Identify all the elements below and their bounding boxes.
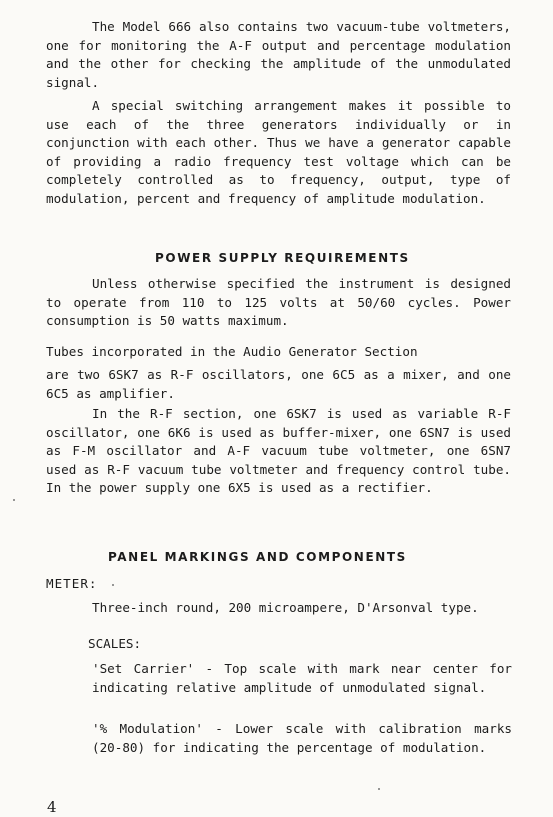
paragraph-rf-tubes: In the R-F section, one 6SK7 is used as variable R-F oscillator, one 6K6 is used as buffer-mixer, one 6SN7 is used as F-M oscillator and A-F vacuum tube voltmeter, one 6SN7 used as R-F vacuum tube voltmeter and frequency control tube. In the power supply one 6X5 is used as a rectifier. — [46, 406, 511, 496]
scan-speck — [112, 584, 114, 586]
paragraph-tubes-intro: Tubes incorporated in the Audio Generator Section — [46, 344, 418, 359]
scan-speck — [378, 788, 380, 790]
page-number: 4 — [47, 798, 57, 816]
heading-panel-markings: PANEL MARKINGS AND COMPONENTS — [108, 550, 407, 564]
paragraph-audio-tubes: are two 6SK7 as R-F oscillators, one 6C5 as a mixer, and one 6C5 as amplifier. — [46, 367, 511, 401]
meter-description: Three-inch round, 200 microampere, D'Arsonval type. — [92, 600, 479, 615]
meter-label: METER: — [46, 576, 98, 591]
paragraph-voltmeters: The Model 666 also contains two vacuum-tube voltmeters, one for monitoring the A-F output and percentage modulation and the other for checking the amplitude of the unmodulated signal. — [46, 19, 511, 90]
modulation-scale: '% Modulation' - Lower scale with calibration marks (20-80) for indicating the percentage of modulation. — [92, 721, 512, 755]
scan-speck — [13, 499, 15, 501]
paragraph-switching: A special switching arrangement makes it possible to use each of the three generators individually or in conjunction with each other. Thus we have a generator capable of providing a radio frequency test voltage which can be completely controlled as to frequency, output, type of modulation, percent and frequency of amplitude modulation. — [46, 98, 511, 206]
set-carrier-scale: 'Set Carrier' - Top scale with mark near center for indicating relative amplitude of unmodulated signal. — [92, 661, 512, 695]
scales-label: SCALES: — [88, 636, 142, 651]
paragraph-power-supply: Unless otherwise specified the instrument is designed to operate from 110 to 125 volts at 50/60 cycles. Power consumption is 50 watts maximum. — [46, 276, 511, 329]
heading-power-supply: POWER SUPPLY REQUIREMENTS — [155, 251, 410, 265]
